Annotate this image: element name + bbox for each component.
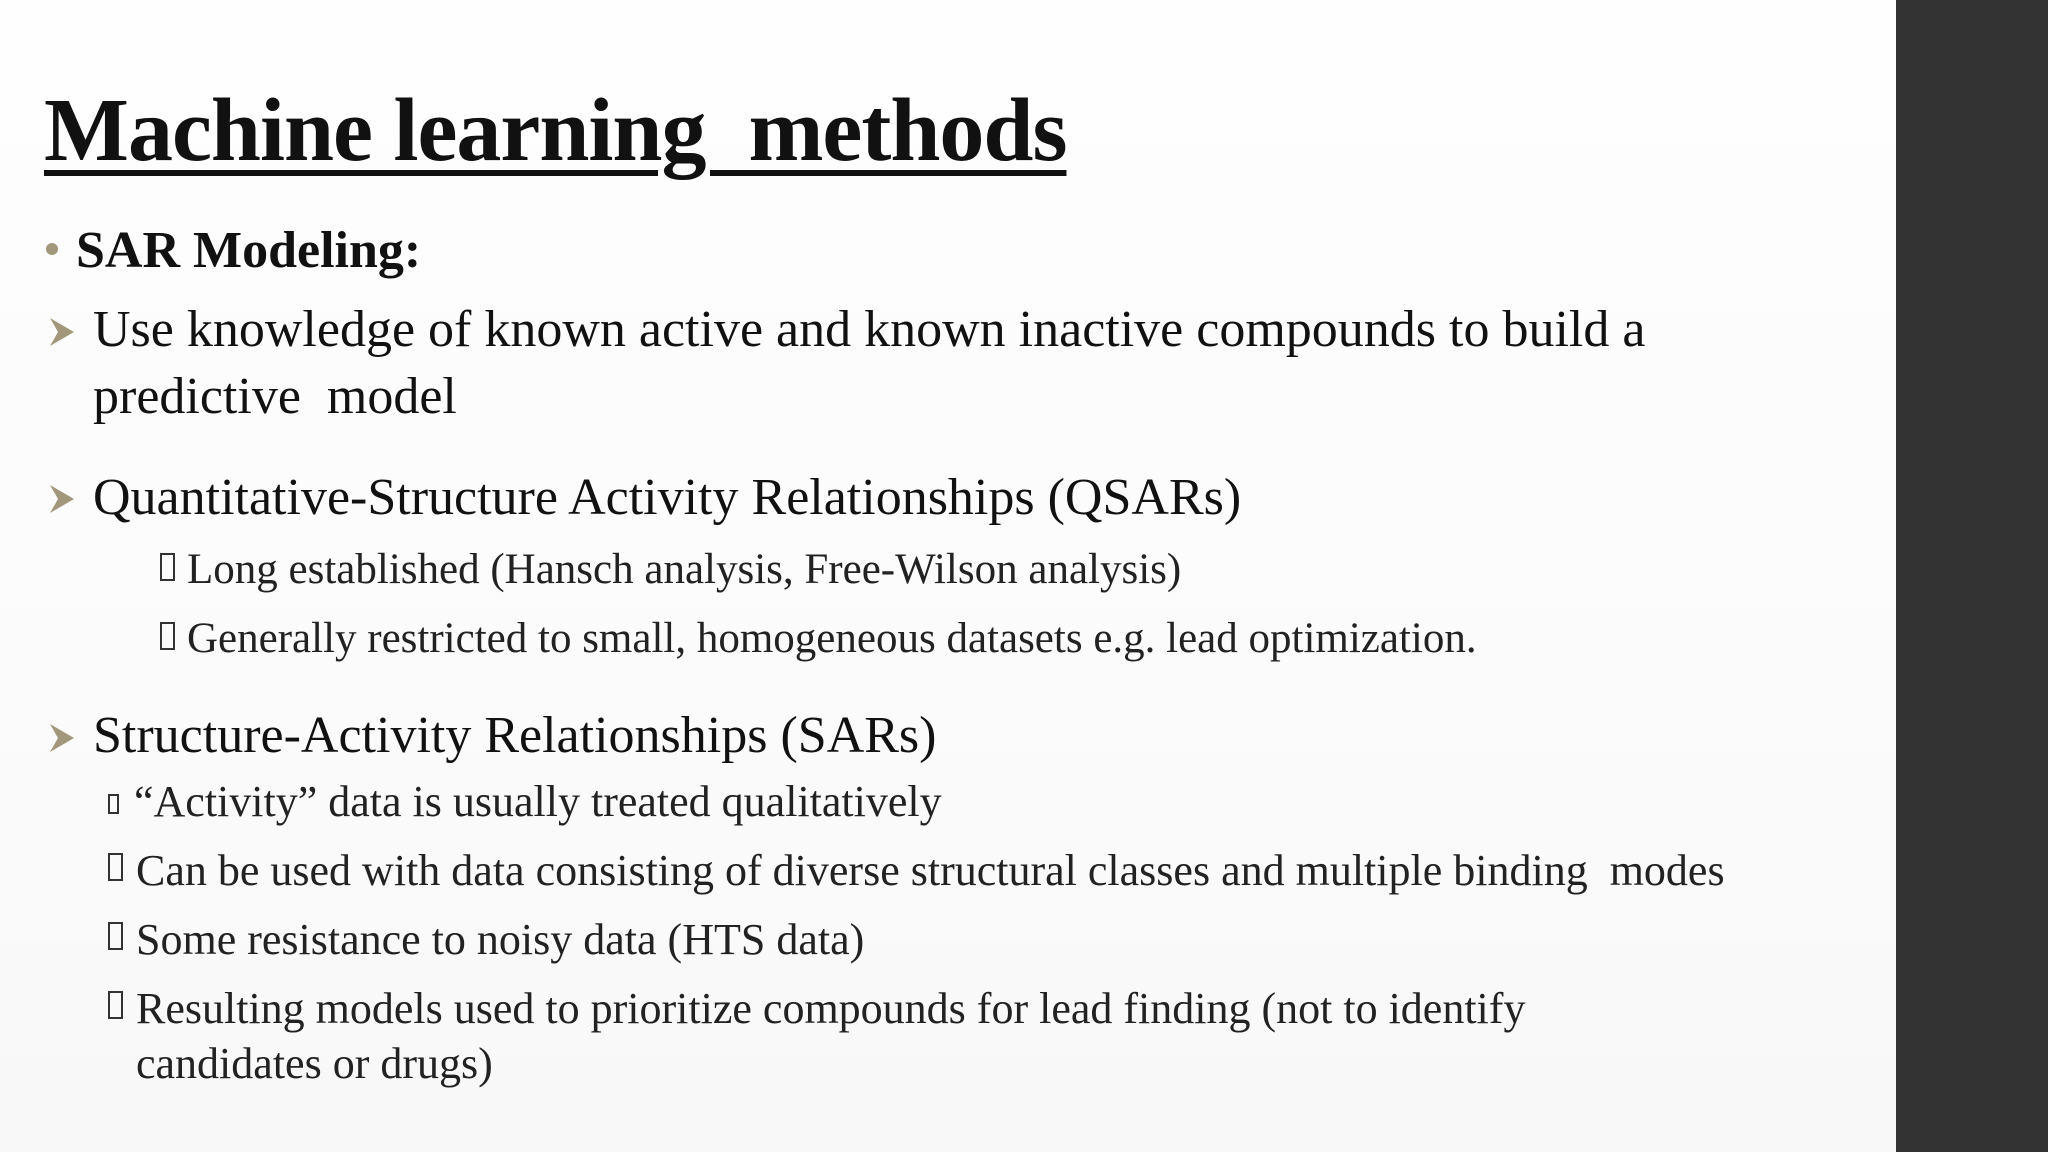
sar-sub-2: Can be used with data consisting of diverse structural classes and multiple binding modes — [136, 846, 1725, 895]
dot-bullet-icon — [46, 243, 58, 255]
arrow-bullet-icon — [48, 481, 76, 517]
sar-sub-4-line-1: Resulting models used to prioritize compounds for lead finding (not to identify — [136, 984, 1526, 1033]
point-1-line-2: predictive model — [93, 368, 457, 425]
presentation-side-panel — [1896, 0, 2048, 1152]
qsar-sub-2: Generally restricted to small, homogeneous datasets e.g. lead optimization. — [187, 615, 1477, 662]
point-3-sar: Structure-Activity Relationships (SARs) — [93, 707, 937, 764]
missing-glyph-box-icon — [108, 991, 123, 1019]
missing-glyph-box-icon — [160, 622, 175, 650]
sar-modeling-heading: SAR Modeling: — [76, 222, 422, 279]
missing-glyph-box-icon — [108, 853, 123, 881]
sar-sub-1: “Activity” data is usually treated qualitatively — [134, 777, 942, 826]
slide-title: Machine learning methods — [44, 81, 1067, 180]
missing-glyph-box-icon — [108, 922, 123, 950]
sar-sub-3: Some resistance to noisy data (HTS data) — [136, 915, 865, 964]
arrow-bullet-icon — [48, 720, 76, 756]
arrow-bullet-icon — [48, 314, 76, 350]
missing-glyph-box-icon — [108, 794, 119, 814]
point-1-line-1: Use knowledge of known active and known inactive compounds to build a — [93, 301, 1646, 358]
qsar-sub-1: Long established (Hansch analysis, Free-Wilson analysis) — [187, 546, 1182, 593]
missing-glyph-box-icon — [160, 553, 175, 581]
sar-sub-4-line-2: candidates or drugs) — [136, 1039, 493, 1088]
point-2-qsar: Quantitative-Structure Activity Relationships (QSARs) — [93, 469, 1242, 526]
